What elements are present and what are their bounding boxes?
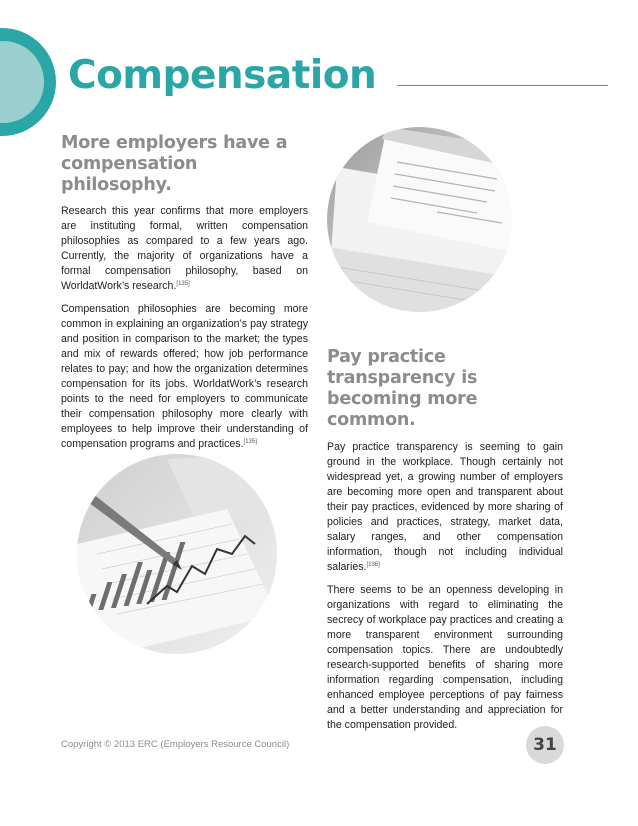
section1-body (61, 204, 308, 460)
section2-paragraph-1: Pay practice transparency is seeming to gain ground in the workplace. Though certainly not widespread yet, a growing number of employers are becoming more open and transparent about their pay practices, evidenced by more sharing of policies and practices, strategy, market data, salary ranges, and other compensation information, though not including individual salaries.[136] (327, 441, 563, 573)
financial-chart-photo (77, 454, 277, 654)
section1-paragraph-1: Research this year confirms that more employers are instituting formal, written compensation philosophies as compared to a few years ago. Currently, the majority of organizations have a formal compensation philosophy, based on WorldatWork’s research.[135] (61, 205, 308, 292)
section1-paragraph-2: Compensation philosophies are becoming more common in explaining an organization’s pay strategy and position in comparison to the market; the types and mix of rewards offered; how job performance relates to pay; and how the organization determines compensation for its jobs. WorldatWork’s research points to the need for employers to communicate their compensation philosophy more clearly with employees to help improve their understanding of compensation programs and practices.[135] (61, 303, 308, 450)
citation: [135] (243, 439, 257, 445)
page-title: Compensation (68, 53, 377, 98)
citation: [135] (176, 281, 190, 287)
section2-paragraph-2: There seems to be an openness developing in organizations with regard to eliminating the secrecy of workplace pay practices and creating a more transparent environment surrounding compensation topics. There are undoubtedly research-supported benefits of sharing more information regarding compensation, including enhanced employee perceptions of pay fairness and a better understanding and appreciation for the compensation provided. (327, 584, 563, 731)
section1-heading: More employers have a compensation philosophy. (61, 133, 288, 195)
page-number-badge: 31 (526, 726, 564, 764)
title-rule (397, 85, 608, 86)
documents-photo (327, 127, 512, 312)
citation: [136] (366, 562, 380, 568)
section2-body (327, 440, 563, 741)
section2-heading: Pay practice transparency is becoming more common. (327, 347, 478, 430)
copyright-notice: Copyright © 2013 ERC (Employers Resource Council) (61, 739, 290, 750)
